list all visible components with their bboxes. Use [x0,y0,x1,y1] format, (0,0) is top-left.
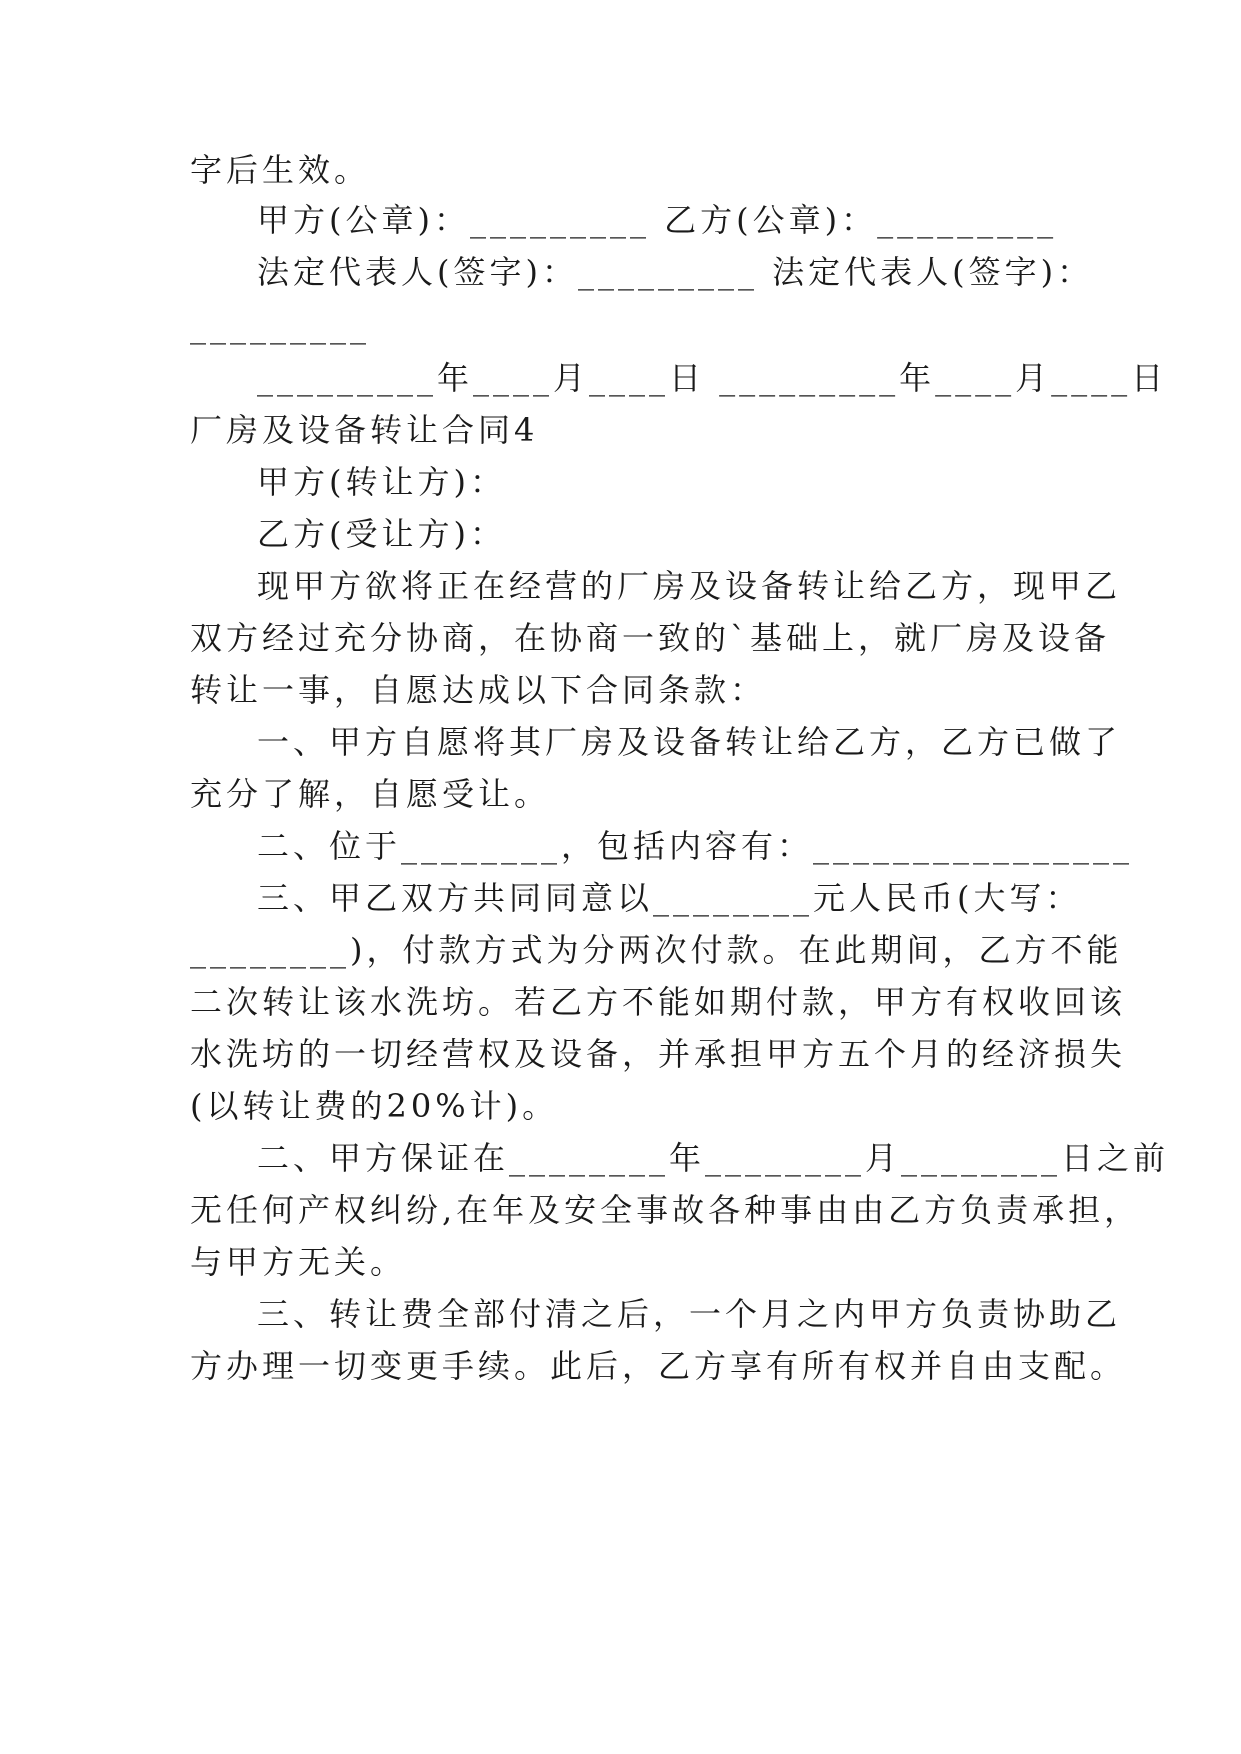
signature-line-seal: 甲方(公章)：_________ 乙方(公章)：_________ [257,201,1058,239]
paragraph-line: 双方经过充分协商，在协商一致的`基础上，就厂房及设备 [190,619,1111,657]
clause-line: (以转让费的20%计)。 [190,1087,559,1125]
clause-line: 方办理一切变更手续。此后，乙方享有所有权并自由支配。 [190,1347,1127,1385]
clause-line: 充分了解，自愿受让。 [190,775,551,813]
party-b-label: 乙方(受让方)： [257,515,506,553]
clause-line: 三、甲乙双方共同同意以________元人民币(大写： [257,879,1082,917]
clause-line: 三、转让费全部付清之后，一个月之内甲方负责协助乙 [257,1295,1122,1333]
text-line: 字后生效。 [190,151,371,189]
paragraph-line: 转让一事，自愿达成以下合同条款： [190,671,767,709]
clause-line: 一、甲方自愿将其厂房及设备转让给乙方，乙方已做了 [257,723,1122,761]
clause-line: ________)，付款方式为分两次付款。在此期间，乙方不能 [190,931,1123,969]
clause-line: 无任何产权纠纷,在年及安全事故各种事由由乙方负责承担， [190,1191,1141,1229]
date-line: _________年____月____日 _________年____月____日 [257,359,1168,397]
clause-line: 与甲方无关。 [190,1243,407,1281]
clause-line: 二、位于________，包括内容有：________________ [257,827,1134,865]
clause-line: 二次转让该水洗坊。若乙方不能如期付款，甲方有权收回该 [190,983,1127,1021]
signature-line-representative: 法定代表人(签字)：_________ 法定代表人(签字)： [257,253,1094,291]
clause-line: 二、甲方保证在________年________月________日之前 [257,1139,1170,1177]
clause-line: 水洗坊的一切经营权及设备，并承担甲方五个月的经济损失 [190,1035,1127,1073]
party-a-label: 甲方(转让方)： [257,463,506,501]
contract-title: 厂房及设备转让合同4 [190,411,539,449]
signature-blank: _________ [190,307,370,345]
paragraph-line: 现甲方欲将正在经营的厂房及设备转让给乙方，现甲乙 [257,567,1122,605]
